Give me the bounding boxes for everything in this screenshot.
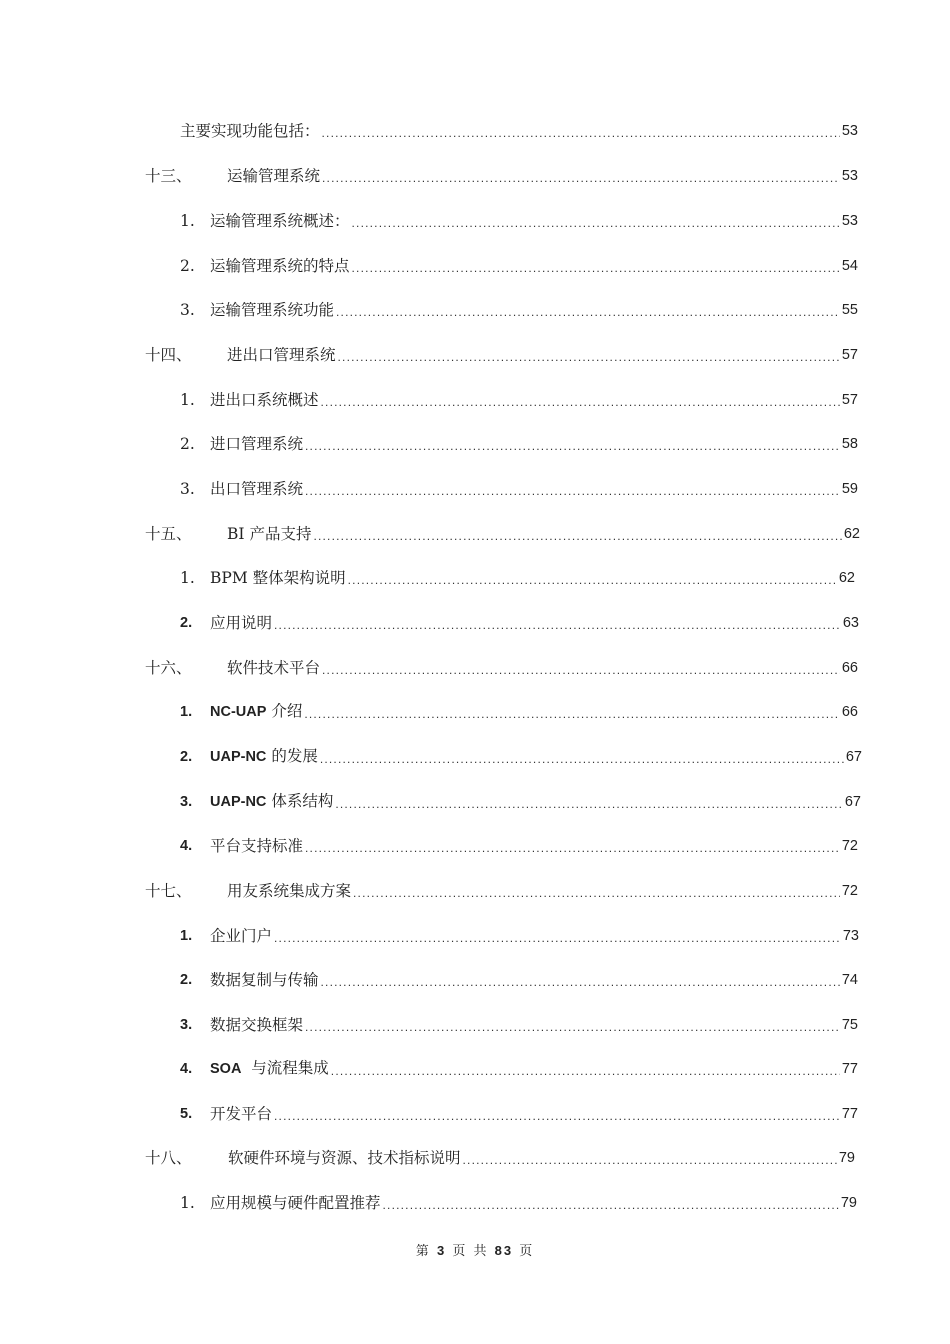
toc-number: 2.	[180, 749, 193, 765]
toc-page: 73	[842, 928, 859, 944]
toc-title: 软硬件环境与资源、技术指标说明	[228, 1149, 461, 1167]
toc-entry[interactable]	[145, 161, 858, 187]
toc-entry[interactable]	[180, 1010, 858, 1036]
toc-title-bold: SOA	[210, 1061, 242, 1077]
toc-leader	[274, 929, 841, 947]
toc-number: 十三、	[145, 167, 192, 185]
toc-number: 3.	[180, 480, 195, 498]
toc-leader	[322, 124, 840, 142]
toc-page: 53	[841, 168, 858, 184]
toc-title: 运输管理系统概述：	[210, 212, 350, 230]
toc-title: 出口管理系统	[210, 480, 304, 498]
toc-leader	[304, 705, 840, 723]
footer-mid: 页 共	[452, 1244, 489, 1259]
toc-entry[interactable]	[145, 519, 860, 545]
toc-number: 5.	[180, 1106, 193, 1122]
toc-entry[interactable]	[180, 697, 858, 723]
toc-page: 58	[841, 436, 858, 452]
toc-leader	[322, 661, 840, 679]
toc-title	[210, 790, 333, 813]
toc-leader	[274, 616, 841, 634]
toc-number: 1.	[180, 704, 193, 720]
toc-entry[interactable]	[180, 251, 858, 277]
toc-entry[interactable]	[145, 876, 858, 902]
toc-leader	[305, 437, 840, 455]
toc-title: 主要实现功能包括：	[180, 122, 320, 140]
toc-leader	[352, 214, 840, 232]
toc-page: 79	[840, 1195, 857, 1211]
toc-entry[interactable]	[180, 921, 859, 947]
toc-title: 用友系统集成方案	[227, 882, 352, 900]
toc-leader	[353, 884, 840, 902]
toc-leader	[383, 1196, 839, 1214]
toc-page: 72	[841, 838, 858, 854]
toc-page: 75	[841, 1017, 858, 1033]
toc-title-bold: UAP-NC	[210, 749, 267, 765]
toc-leader	[348, 571, 837, 589]
toc-page: 77	[841, 1106, 858, 1122]
toc-title: 数据复制与传输	[210, 971, 319, 989]
footer-prefix: 第	[415, 1244, 431, 1259]
toc-number: 4.	[180, 1061, 193, 1077]
toc-page: 59	[841, 481, 858, 497]
toc-number: 十八、	[145, 1149, 192, 1167]
toc-page: 53	[841, 123, 858, 139]
toc-leader	[274, 1107, 840, 1125]
toc-entry[interactable]	[180, 563, 855, 589]
toc-entry[interactable]	[180, 474, 858, 500]
toc-number: 3.	[180, 794, 193, 810]
toc-leader	[321, 973, 840, 991]
footer-total-pages: 83	[494, 1243, 514, 1258]
toc-title: 应用规模与硬件配置推荐	[210, 1194, 381, 1212]
toc-title: 进出口系统概述	[210, 391, 319, 409]
toc-title: 开发平台	[210, 1105, 273, 1123]
toc-number: 4.	[180, 838, 193, 854]
toc-page: 72	[841, 883, 858, 899]
toc-title: 软件技术平台	[227, 659, 321, 677]
toc-page: 57	[841, 347, 858, 363]
toc-entry[interactable]	[180, 429, 858, 455]
toc-leader	[352, 259, 840, 277]
toc-page: 79	[838, 1150, 855, 1166]
toc-leader	[331, 1062, 840, 1080]
toc-entry[interactable]	[180, 787, 861, 813]
toc-title-rest: 的发展	[266, 747, 318, 765]
toc-number: 1.	[180, 928, 193, 944]
toc-title: 运输管理系统功能	[210, 301, 335, 319]
toc-title: 数据交换框架	[210, 1016, 304, 1034]
toc-page: 55	[841, 302, 858, 318]
toc-entry[interactable]	[180, 385, 858, 411]
toc-title-rest: 与流程集成	[241, 1059, 329, 1077]
toc-title: 进口管理系统	[210, 435, 304, 453]
toc-entry[interactable]	[180, 116, 858, 142]
toc-leader	[305, 1018, 840, 1036]
toc-leader	[338, 348, 840, 366]
toc-leader	[335, 795, 843, 813]
toc-title: 应用说明	[210, 614, 273, 632]
toc-entry[interactable]	[180, 1054, 858, 1080]
toc-title: BI 产品支持	[227, 525, 312, 543]
toc-title: 平台支持标准	[210, 837, 304, 855]
toc-entry[interactable]	[145, 340, 858, 366]
toc-entry[interactable]	[180, 831, 858, 857]
toc-title: 运输管理系统的特点	[210, 257, 350, 275]
toc-number: 1.	[180, 391, 195, 409]
toc-number: 1.	[180, 569, 195, 587]
toc-leader	[313, 527, 841, 545]
toc-title	[210, 700, 302, 723]
toc-leader	[336, 303, 840, 321]
toc-entry[interactable]	[180, 1099, 858, 1125]
toc-page: 67	[844, 794, 861, 810]
toc-title: 进出口管理系统	[227, 346, 336, 364]
toc-title: BPM 整体架构说明	[210, 569, 346, 587]
toc-number: 1.	[180, 212, 195, 230]
toc-entry[interactable]	[145, 653, 858, 679]
toc-leader	[320, 750, 844, 768]
toc-page: 66	[841, 660, 858, 676]
footer-current-page: 3	[436, 1243, 447, 1258]
toc-entry[interactable]	[180, 1188, 857, 1214]
toc-leader	[305, 482, 840, 500]
page-footer	[0, 1240, 950, 1259]
toc-number: 1.	[180, 1194, 195, 1212]
toc-page: 66	[841, 704, 858, 720]
toc-number: 2.	[180, 257, 195, 275]
toc-page: 54	[841, 258, 858, 274]
toc-page: 63	[842, 615, 859, 631]
toc-page: 62	[838, 570, 855, 586]
toc-entry[interactable]	[180, 965, 858, 991]
toc-leader	[321, 393, 840, 411]
toc-title-rest: 体系结构	[266, 792, 334, 810]
toc-page: 62	[843, 526, 860, 542]
toc-number: 十七、	[145, 882, 192, 900]
footer-suffix: 页	[519, 1244, 535, 1259]
toc-page: 53	[841, 213, 858, 229]
toc-title: 企业门户	[210, 927, 273, 945]
toc-page: 67	[845, 749, 862, 765]
toc-title-bold: UAP-NC	[210, 794, 267, 810]
toc-page: 74	[841, 972, 858, 988]
toc-page: 57	[841, 392, 858, 408]
toc-leader	[305, 839, 840, 857]
toc-entry[interactable]	[180, 295, 858, 321]
toc-leader	[322, 169, 840, 187]
toc-number: 2.	[180, 435, 195, 453]
toc-title	[210, 745, 318, 768]
toc-entry[interactable]	[180, 608, 859, 634]
toc-entry[interactable]	[180, 206, 858, 232]
toc-leader	[463, 1151, 837, 1169]
toc-number: 3.	[180, 1017, 193, 1033]
toc-number: 3.	[180, 301, 195, 319]
toc-title-bold: NC-UAP	[210, 704, 267, 720]
toc-number: 十四、	[145, 346, 192, 364]
toc-entry[interactable]	[145, 1143, 855, 1169]
toc-title	[210, 1057, 329, 1080]
toc-number: 2.	[180, 615, 193, 631]
toc-number: 十六、	[145, 659, 192, 677]
toc-number: 十五、	[145, 525, 192, 543]
toc-title: 运输管理系统	[227, 167, 321, 185]
toc-title-rest: 介绍	[266, 702, 303, 720]
toc-page: 77	[841, 1061, 858, 1077]
toc-entry[interactable]	[180, 742, 862, 768]
toc-number: 2.	[180, 972, 193, 988]
